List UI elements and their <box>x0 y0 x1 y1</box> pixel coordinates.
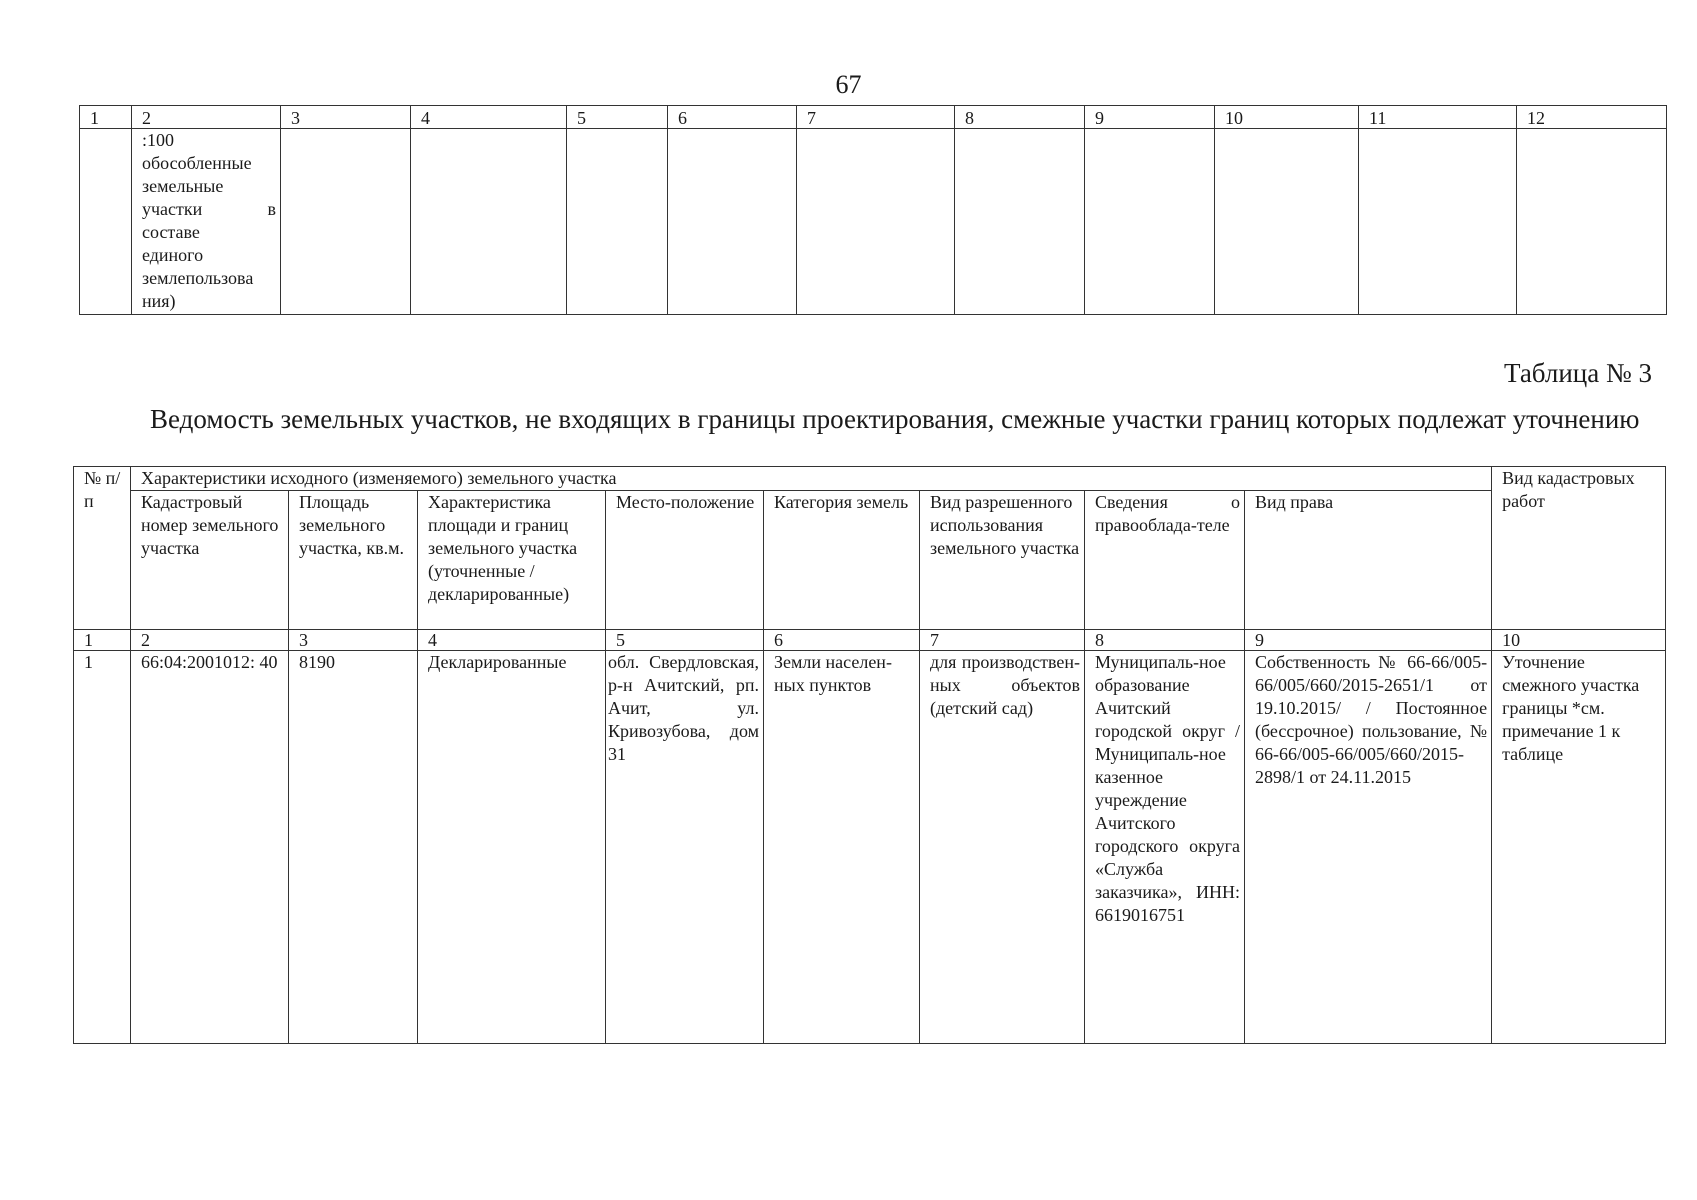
cell-num: 1 <box>74 651 131 1044</box>
cell-area: 8190 <box>289 651 418 1044</box>
column-number: 10 <box>1492 630 1666 651</box>
column-number: 4 <box>411 106 567 129</box>
column-number: 1 <box>80 106 132 129</box>
column-number: 5 <box>606 630 764 651</box>
column-number: 2 <box>131 630 289 651</box>
continuation-row <box>80 129 1667 315</box>
column-number: 8 <box>1085 630 1245 651</box>
cell-cadastral-number: 66:04:2001012: 40 <box>131 651 289 1044</box>
header-area-characteristic: Характеристика площади и границ земельного участка (уточненные / декларированные) <box>418 491 606 630</box>
column-number: 12 <box>1517 106 1667 129</box>
header-location: Место-положение <box>606 491 764 630</box>
column-number-row <box>80 106 1667 129</box>
header-right-type: Вид права <box>1245 491 1492 630</box>
header-row <box>74 467 1666 491</box>
table-row <box>74 651 1666 1044</box>
column-number: 7 <box>797 106 955 129</box>
header-cadastral-works: Вид кадастровых работ <box>1492 467 1666 630</box>
column-number: 1 <box>74 630 131 651</box>
header-permitted-use: Вид разрешенного использования земельного участка <box>920 491 1085 630</box>
cell-location: обл. Свердловская, р-н Ачитский, рп. Ачит, ул. Кривозубова, дом 31 <box>606 651 764 1044</box>
header-num: № п/п <box>74 467 131 630</box>
land-plots-table <box>73 466 1666 1044</box>
header-land-category: Категория земель <box>764 491 920 630</box>
header-area: Площадь земельного участка, кв.м. <box>289 491 418 630</box>
column-number-row <box>74 630 1666 651</box>
header-group: Характеристики исходного (изменяемого) земельного участка <box>131 467 1492 491</box>
column-number: 9 <box>1245 630 1492 651</box>
column-number: 2 <box>132 106 281 129</box>
column-number: 7 <box>920 630 1085 651</box>
column-number: 6 <box>668 106 797 129</box>
cell-area-characteristic: Декларированные <box>418 651 606 1044</box>
column-number: 5 <box>567 106 668 129</box>
header-owner-info: Сведения о правооблада-теле <box>1085 491 1245 630</box>
cell-owner-info: Муниципаль-ное образование Ачитский городской округ / Муниципаль-ное казенное учреждение Ачитского городского округа «Служба заказчика», ИНН: 6619016751 <box>1085 651 1245 1044</box>
column-number: 10 <box>1215 106 1359 129</box>
column-number: 9 <box>1085 106 1215 129</box>
cell-land-category: Земли населен-ных пунктов <box>764 651 920 1044</box>
column-number: 8 <box>955 106 1085 129</box>
continuation-table <box>79 105 1667 315</box>
cell-cadastral-works: Уточнение смежного участка границы *см. примечание 1 к таблице <box>1492 651 1666 1044</box>
column-number: 3 <box>281 106 411 129</box>
column-number: 6 <box>764 630 920 651</box>
table-heading: Ведомость земельных участков, не входящих в границы проектирования, смежные участки границ которых подлежат уточнению <box>150 404 1640 434</box>
continuation-text: :100 обособленные земельные участки в составе единого землепользова ния) <box>132 129 281 315</box>
table-label: Таблица № 3 <box>1504 358 1652 388</box>
page-number: 67 <box>835 70 862 99</box>
header-cadastral-number: Кадастровый номер земельного участка <box>131 491 289 630</box>
column-number: 11 <box>1359 106 1517 129</box>
subheader-row <box>74 491 1666 630</box>
cell-permitted-use: для производствен-ных объектов (детский сад) <box>920 651 1085 1044</box>
column-number: 3 <box>289 630 418 651</box>
cell-right-type: Собственность № 66-66/005-66/005/660/2015-2651/1 от 19.10.2015/ / Постоянное (бессрочное) пользование, № 66-66/005-66/005/660/2015-2898/1 от 24.11.2015 <box>1245 651 1492 1044</box>
column-number: 4 <box>418 630 606 651</box>
